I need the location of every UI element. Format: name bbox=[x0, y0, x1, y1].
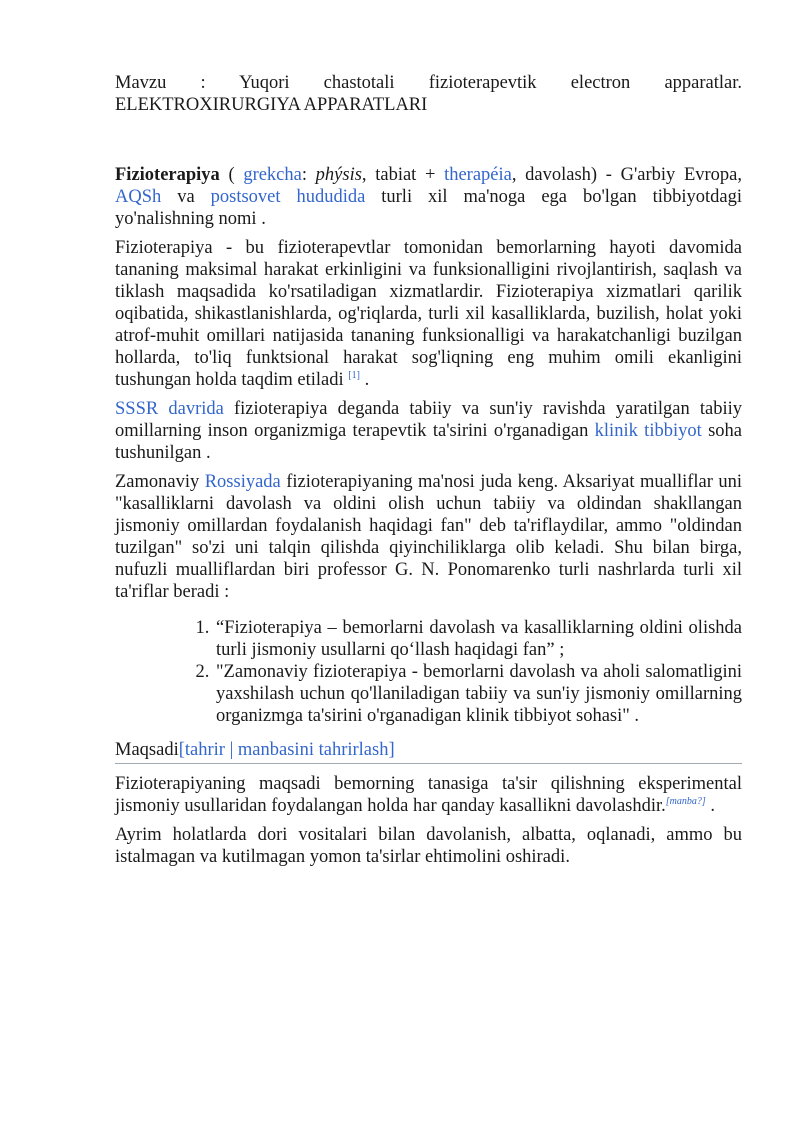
term-fizioterapiya: Fizioterapiya bbox=[115, 165, 220, 185]
section-heading-maqsadi bbox=[115, 739, 742, 764]
link-aqsh[interactable]: AQSh bbox=[115, 187, 162, 207]
edit-bracket: ] bbox=[388, 740, 395, 760]
link-postsovet[interactable]: postsovet hududida bbox=[210, 187, 366, 207]
link-klinik-tibbiyot[interactable]: klinik tibbiyot bbox=[594, 421, 702, 441]
text-fragment: turli xil ma'noga ega bo'lgan tibbiyotdagi yo'nalishning nomi . bbox=[115, 187, 742, 229]
term-physis: phýsis bbox=[315, 165, 362, 185]
text-fragment: soha tushunilgan . bbox=[115, 421, 742, 463]
section-title: Maqsadi bbox=[115, 740, 179, 760]
text-fragment: fizioterapiya deganda tabiiy va sun'iy ravishda yaratilgan tabiiy omillarning inson organizmiga terapevtik ta'sirini o'rganadigan bbox=[115, 399, 742, 441]
citation-needed[interactable] bbox=[666, 796, 706, 807]
text-fragment: va bbox=[161, 187, 211, 207]
link-therapeia[interactable]: therapéia bbox=[444, 165, 512, 185]
edit-separator: | bbox=[224, 740, 238, 760]
modern-russia-paragraph bbox=[115, 471, 742, 603]
title-line-1: Mavzu : Yuqori chastotali fizioterapevtik electron apparatlar. bbox=[115, 73, 742, 93]
list-item: 1. “Fizioterapiya – bemorlarni davolash va kasalliklarning oldini olishda turli jismoniy usullarni qo‘llash haqidagi fan” ; bbox=[214, 617, 742, 661]
reference-1[interactable]: [1] bbox=[348, 369, 360, 381]
intro-paragraph bbox=[115, 164, 742, 230]
title-line-2: ELEKTROXIRURGIYA APPARATLARI bbox=[115, 95, 428, 115]
text-fragment: Fizioterapiyaning maqsadi bemorning tanasiga ta'sir qilishning eksperimental jismoniy usullaridan foydalangan holda har qanday kasallikni davolashdir. bbox=[115, 774, 742, 816]
document-page bbox=[115, 72, 742, 875]
goal-paragraph bbox=[115, 773, 742, 817]
text-fragment: : bbox=[301, 165, 316, 185]
text-fragment: , tabiat + bbox=[361, 165, 445, 185]
link-rossiyada[interactable]: Rossiyada bbox=[204, 472, 281, 492]
definition-paragraph bbox=[115, 237, 742, 391]
link-sssr-davrida[interactable]: SSSR davrida bbox=[115, 399, 224, 419]
text-fragment: , davolash) - G'arbiy Evropa, bbox=[511, 165, 742, 185]
document-title bbox=[115, 72, 742, 116]
ussr-paragraph bbox=[115, 398, 742, 464]
citation-needed-text: [manba?] bbox=[665, 795, 706, 807]
definitions-list bbox=[115, 617, 742, 727]
link-grekcha[interactable]: grekcha bbox=[243, 165, 302, 185]
text-fragment: ( bbox=[219, 165, 244, 185]
edit-link[interactable]: tahrir bbox=[184, 740, 225, 760]
list-item: 2. "Zamonaviy fizioterapiya - bemorlarni davolash va aholi salomatligini yaxshilash uchun qo'llaniladigan tabiiy va sun'iy jismoniy omillarning organizmga ta'sirini o'rganadigan klinik tibbiyot sohasi" . bbox=[214, 661, 742, 727]
text-fragment: fizioterapiyaning ma'nosi juda keng. Aksariyat mualliflar uni "kasalliklarni davolash va oldini olish uchun tabiiy va oldindan shakllangan jismoniy omillardan foydalanish haqidagi fan" deb ta'riflaydilar, ammo "oldindan tuzilgan" so'zi uni talqin qilishda qiyinchiliklarga olib keladi. Shu bilan birga, nufuzli mualliflardan biri professor G. N. Ponomarenko turli nashrlarda turli xil ta'riflar beradi : bbox=[115, 472, 743, 602]
edit-bracket: [ bbox=[178, 740, 185, 760]
edit-source-link[interactable]: manbasini tahrirlash bbox=[237, 740, 389, 760]
text-fragment: . bbox=[359, 370, 370, 390]
text-fragment: Fizioterapiya - bu fizioterapevtlar tomonidan bemorlarning hayoti davomida tananing maksimal harakat erkinligini va funksionalligini rivojlantirish, saqlash va tiklash maqsadida ko'rsatiladigan xizmatlardir. Fizioterapiya xizmatlari qarilik oqibatida, shikastlanishlarda, og'riqlarda, turli xil kasalliklarda, buzilish, holat yoki atrof-muhit omillari natijasida tananing funksionalligi va harakatchanligi buzilgan hollarda, to'liq funktsional harakat sog'liqning eng muhim omili ekanligini tushungan holda taqdim etiladi bbox=[115, 238, 742, 390]
text-fragment: . bbox=[705, 796, 716, 816]
medication-paragraph: Ayrim holatlarda dori vositalari bilan davolanish, albatta, oqlanadi, ammo bu istalmagan va kutilmagan yomon ta'sirlar ehtimolini oshiradi. bbox=[115, 825, 742, 867]
text-fragment: Zamonaviy bbox=[115, 472, 205, 492]
